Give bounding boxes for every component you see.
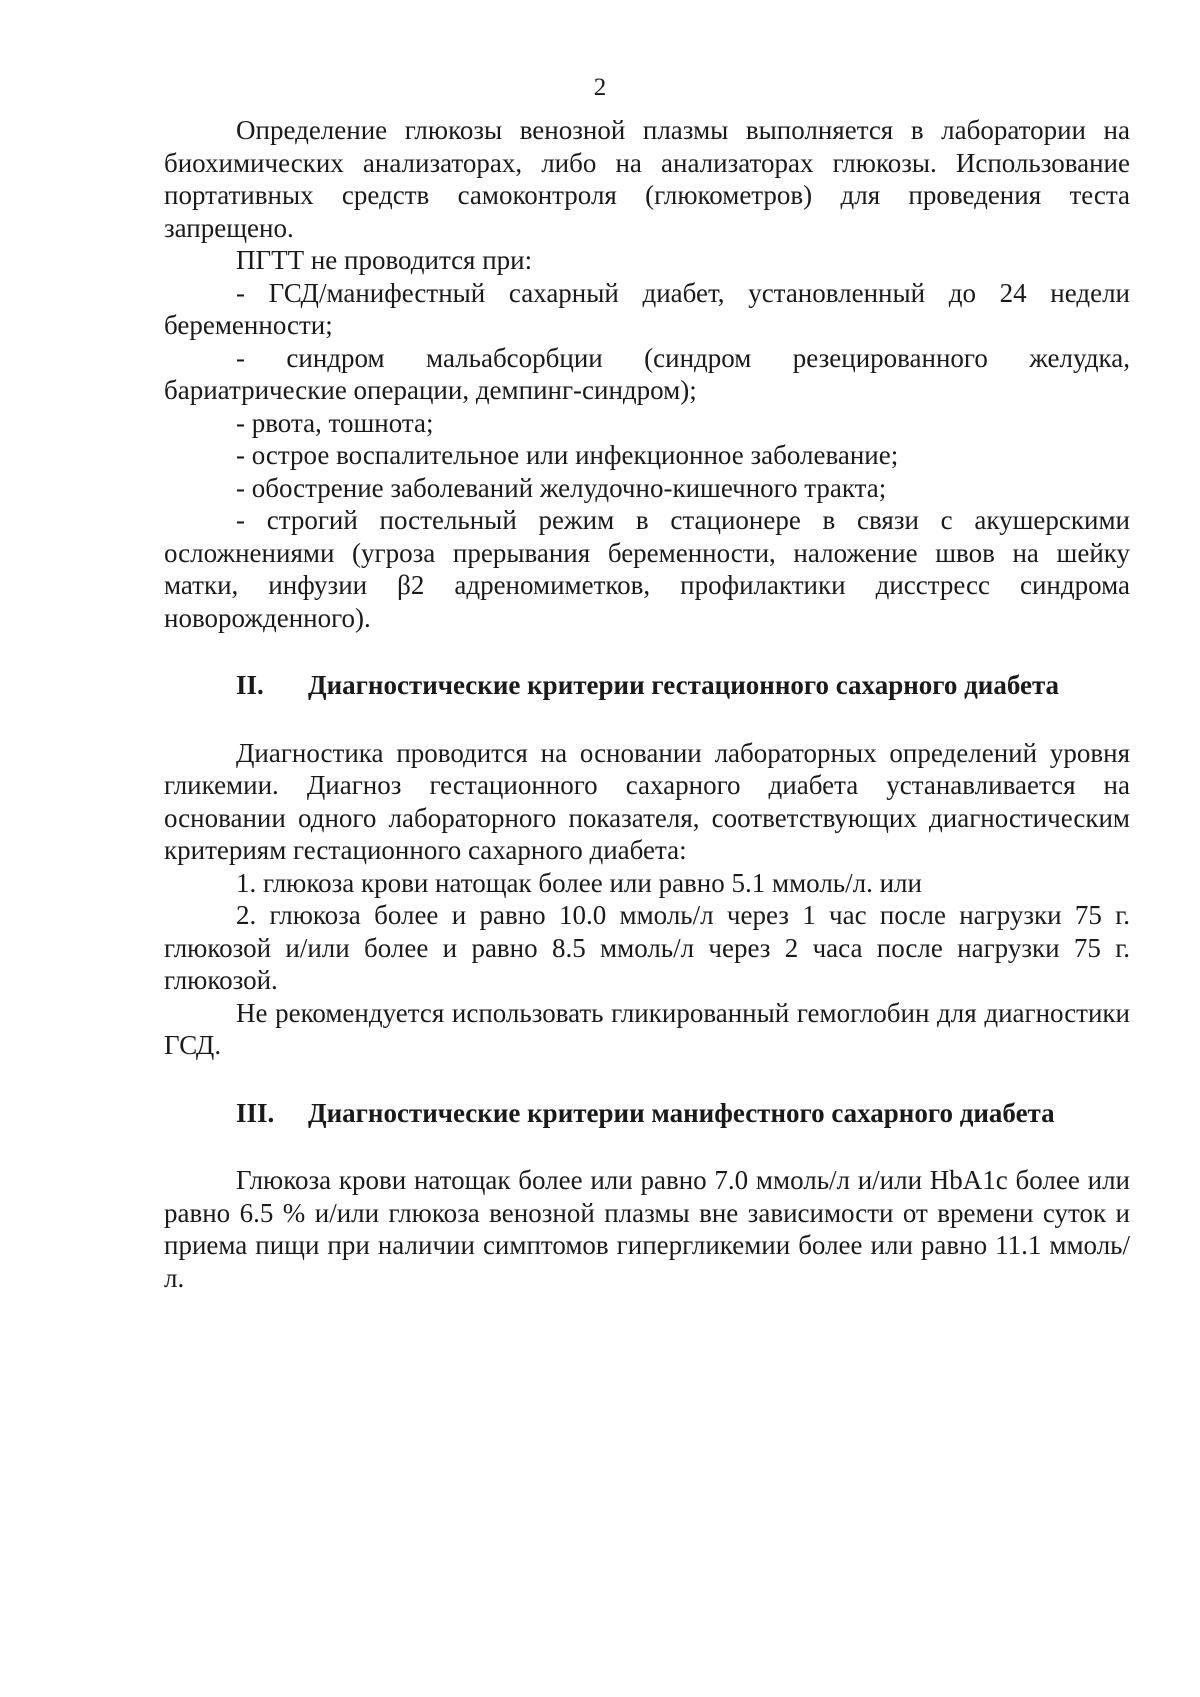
paragraph-diagnostics: Диагностика проводится на основании лабораторных определений уровня гликемии. Диагноз гестационного сахарного диабета устанавливается на основании одного лабораторного показателя, соответствующих диагностическим критериям гестационного сахарного диабета:: [164, 737, 1130, 865]
section-3-heading: [164, 1097, 1130, 1130]
page-content: [164, 114, 1130, 1294]
section-2-title: Диагностические критерии гестационного сахарного диабета: [308, 670, 1060, 700]
list-item: - острое воспалительное или инфекционное заболевание;: [236, 440, 899, 470]
list-item: - рвота, тошнота;: [236, 407, 434, 438]
section-3-number: III.: [236, 1097, 275, 1128]
paragraph-manifest-criteria: Глюкоза крови натощак более или равно 7.0 ммоль/л и/или HbA1c более или равно 6.5 % и/или глюкоза венозной плазмы вне зависимости от времени суток и приема пищи при наличии симптомов гипергликемии более или равно 11.1 ммоль/л.: [164, 1165, 1130, 1293]
list-item: 2. глюкоза более и равно 10.0 ммоль/л через 1 час после нагрузки 75 г. глюкозой и/или более и равно 8.5 ммоль/л через 2 часа после нагрузки 75 г. глюкозой.: [164, 900, 1130, 995]
paragraph-glucose-method: Определение глюкозы венозной плазмы выполняется в лаборатории на биохимических анализаторах, либо на анализаторах глюкозы. Использование портативных средств самоконтроля (глюкометров) для проведения теста запрещено.: [164, 115, 1130, 243]
page-number: 2: [593, 74, 607, 101]
paragraph-pgtt-contraindications: ПГТТ не проводится при:: [236, 245, 533, 275]
list-item: - обострение заболеваний желудочно-кишечного тракта;: [236, 472, 887, 503]
list-item: 1. глюкоза крови натощак более или равно 5.1 ммоль/л. или: [236, 867, 922, 898]
list-item: - синдром мальабсорбции (синдром резецированного желудка, бариатрические операции, демпинг-синдром);: [164, 342, 1130, 405]
list-item: - ГСД/манифестный сахарный диабет, установленный до 24 недели беременности;: [164, 277, 1130, 340]
list-item: - строгий постельный режим в стационере в связи с акушерскими осложнениями (угроза прерывания беременности, наложение швов на шейку матки, инфузии β2 адреномиметков, профилактики дисстресс синдрома новорожденного).: [164, 505, 1130, 633]
section-2-number: II.: [236, 670, 264, 700]
section-2-heading: [164, 669, 1130, 702]
paragraph-hba1c-note: Не рекомендуется использовать гликированный гемоглобин для диагностики ГСД.: [164, 997, 1130, 1060]
section-3-title: Диагностические критерии манифестного сахарного диабета: [308, 1097, 1055, 1128]
